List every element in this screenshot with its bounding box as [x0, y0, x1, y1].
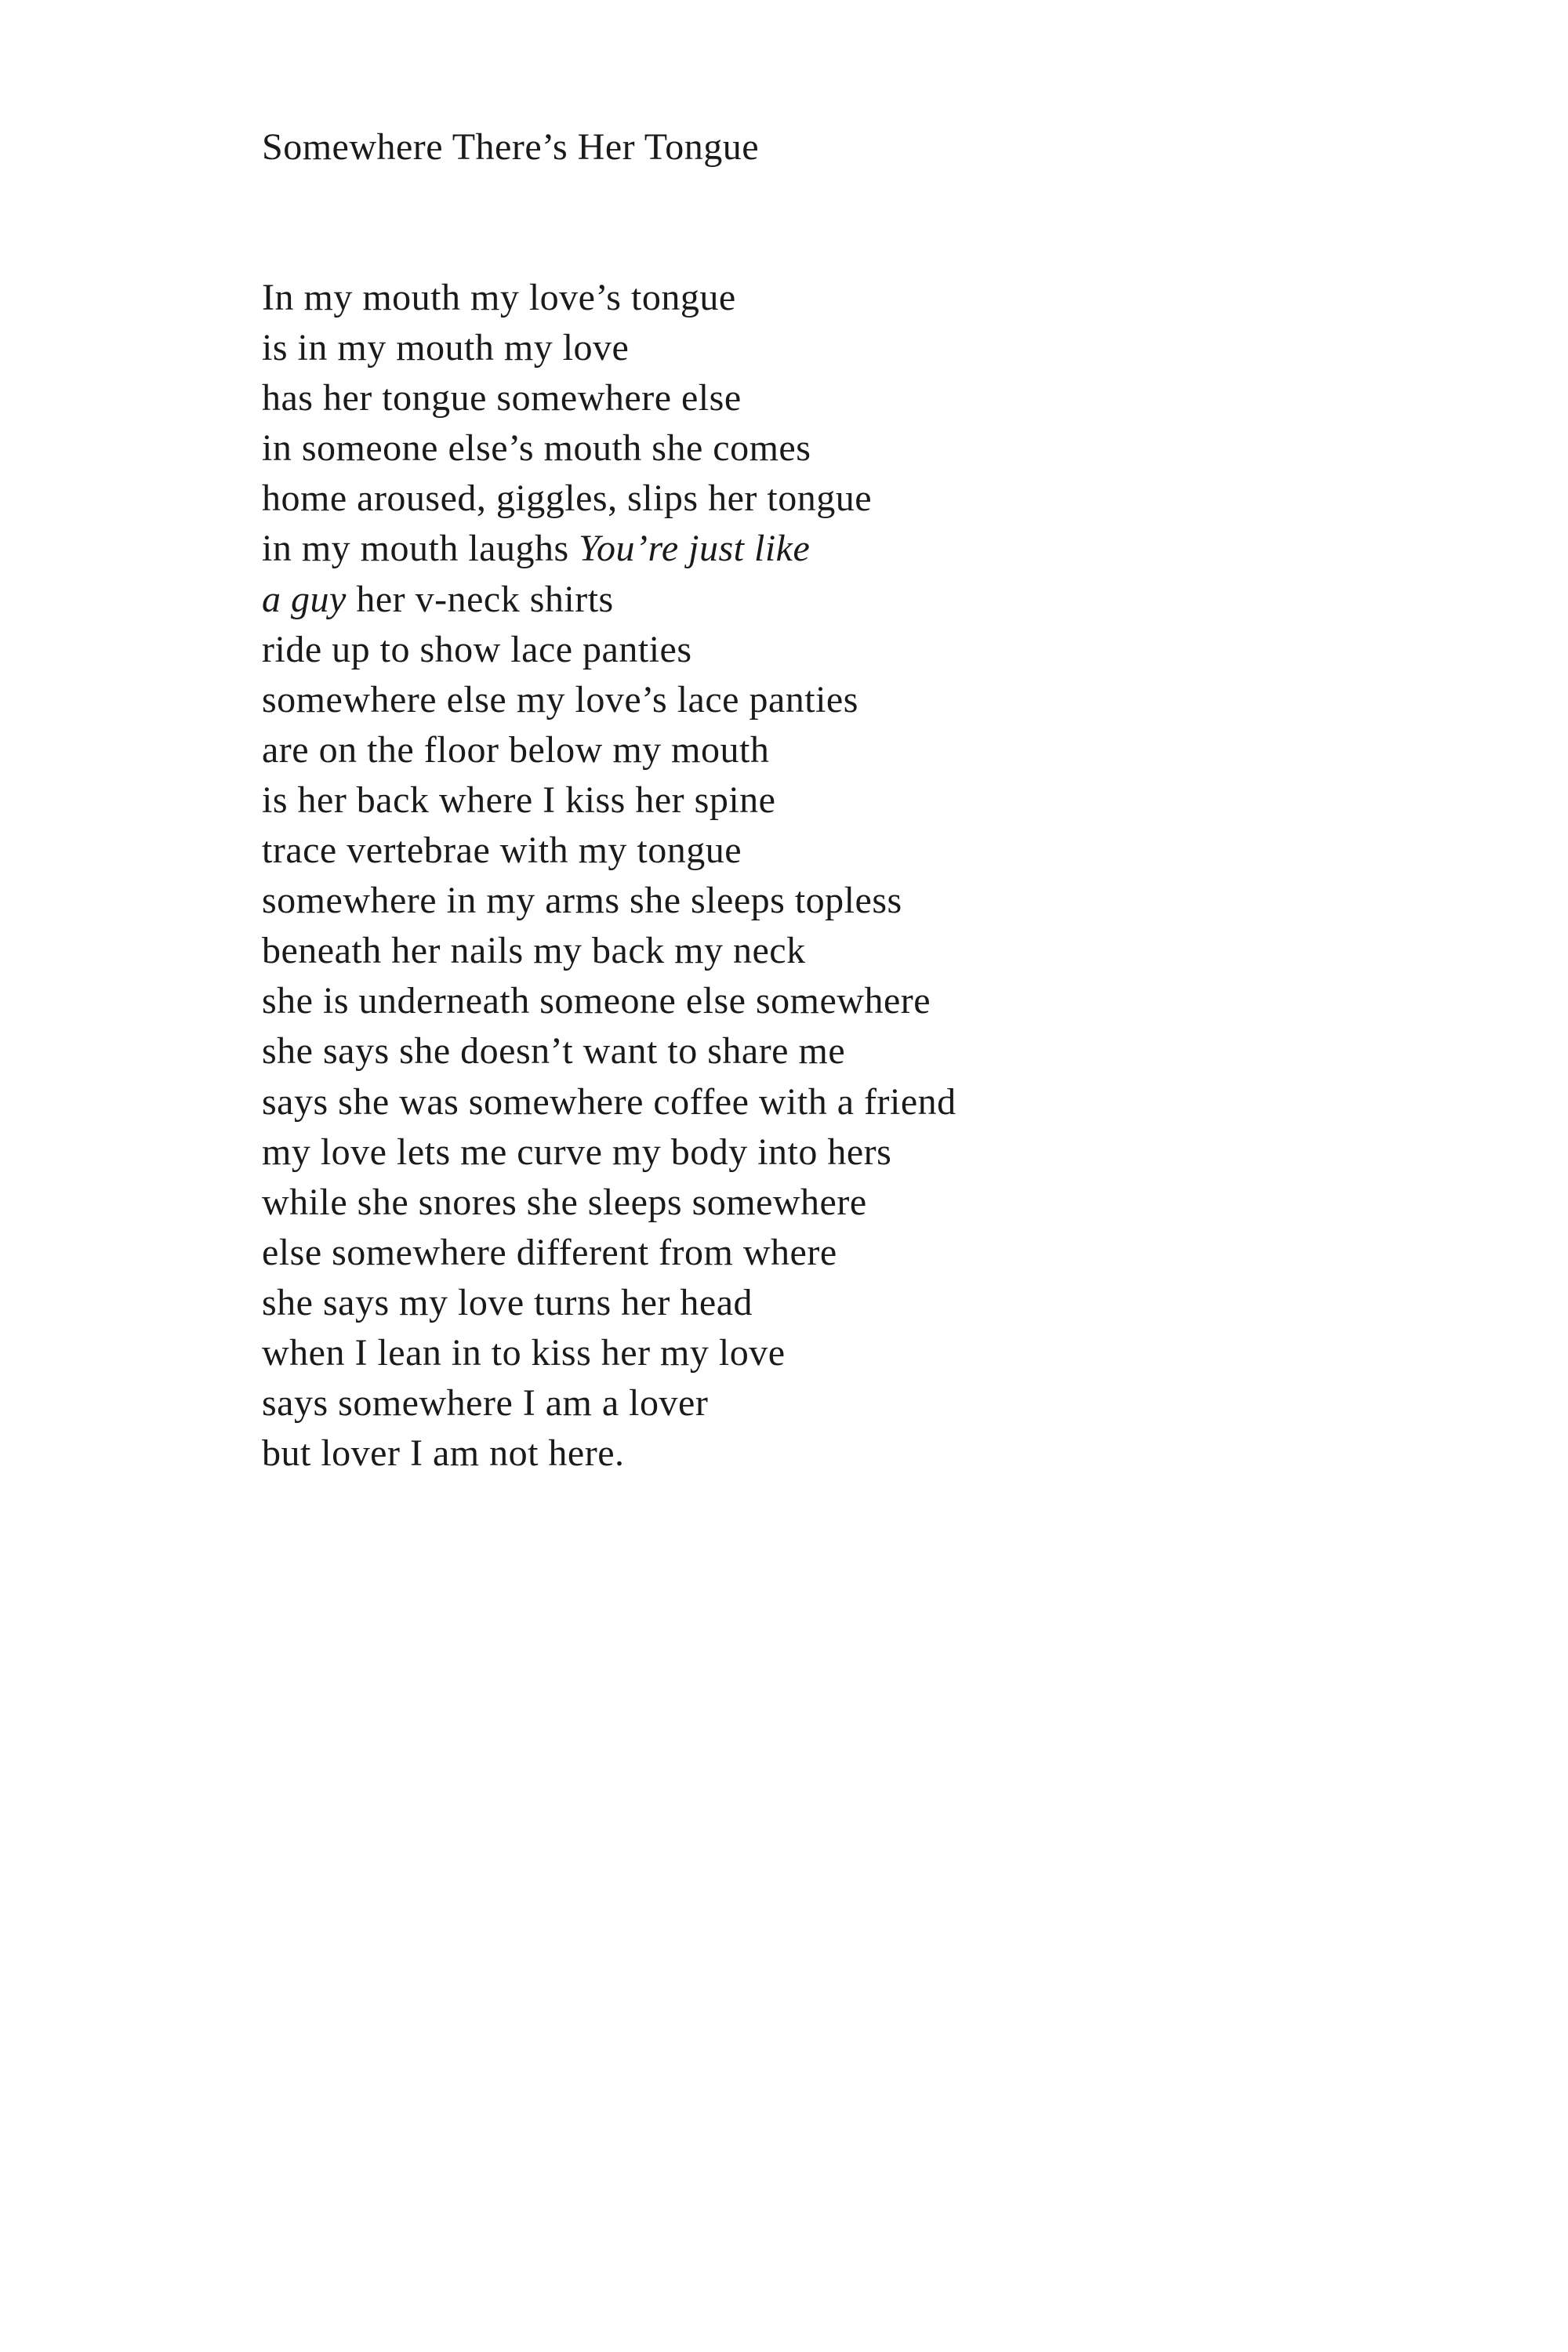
poem-body [262, 273, 956, 1479]
poem-line [262, 273, 956, 323]
poem-line [262, 474, 956, 524]
poem-line [262, 1278, 956, 1328]
line-italic-text: You’re just like [579, 528, 811, 570]
line-text: somewhere else my love’s lace panties [262, 678, 858, 720]
poem-line [262, 625, 956, 675]
poem-line [262, 423, 956, 474]
line-text: home aroused, giggles, slips her tongue [262, 477, 873, 520]
line-text: beneath her nails my back my neck [262, 930, 806, 972]
line-text: ride up to show lace panties [262, 628, 692, 670]
poem-line [262, 675, 956, 725]
poem-line [262, 373, 956, 423]
poem-line [262, 826, 956, 876]
line-text: but lover I am not here. [262, 1432, 625, 1475]
line-text: says she was somewhere coffee with a friend [262, 1080, 956, 1123]
line-text: when I lean in to kiss her my love [262, 1331, 786, 1374]
line-text: my love lets me curve my body into hers [262, 1131, 892, 1173]
line-text: her v-neck shirts [346, 578, 614, 620]
line-text: she is underneath someone else somewhere [262, 980, 931, 1022]
poem-line [262, 524, 956, 574]
poem-line [262, 775, 956, 826]
line-text: is in my mouth my love [262, 327, 630, 369]
poem-line [262, 725, 956, 775]
line-text: in someone else’s mouth she comes [262, 427, 811, 470]
poem-line [262, 926, 956, 976]
poem-line [262, 1077, 956, 1127]
line-text: she says she doesn’t want to share me [262, 1030, 846, 1073]
line-text: trace vertebrae with my tongue [262, 829, 742, 872]
poem-line [262, 575, 956, 625]
line-text: says somewhere I am a lover [262, 1382, 709, 1425]
poem-line [262, 876, 956, 926]
poem-line [262, 1178, 956, 1228]
line-text: she says my love turns her head [262, 1281, 753, 1323]
poem-title: Somewhere There’s Her Tongue [262, 126, 760, 168]
line-text: in my mouth laughs [262, 528, 579, 570]
poem-line [262, 1428, 956, 1479]
line-text: is her back where I kiss her spine [262, 779, 776, 821]
poem-line [262, 323, 956, 373]
line-text: while she snores she sleeps somewhere [262, 1181, 867, 1223]
poem-line [262, 1328, 956, 1378]
line-text: somewhere in my arms she sleeps topless [262, 880, 902, 922]
poem-line [262, 1378, 956, 1428]
line-text: In my mouth my love’s tongue [262, 277, 736, 318]
poem-line [262, 1127, 956, 1178]
poem-line [262, 1026, 956, 1076]
line-text: are on the floor below my mouth [262, 728, 770, 771]
line-text: has her tongue somewhere else [262, 377, 742, 419]
poem-line [262, 1228, 956, 1278]
line-text: else somewhere different from where [262, 1231, 837, 1273]
line-italic-text: a guy [262, 578, 347, 620]
poem-line [262, 976, 956, 1026]
